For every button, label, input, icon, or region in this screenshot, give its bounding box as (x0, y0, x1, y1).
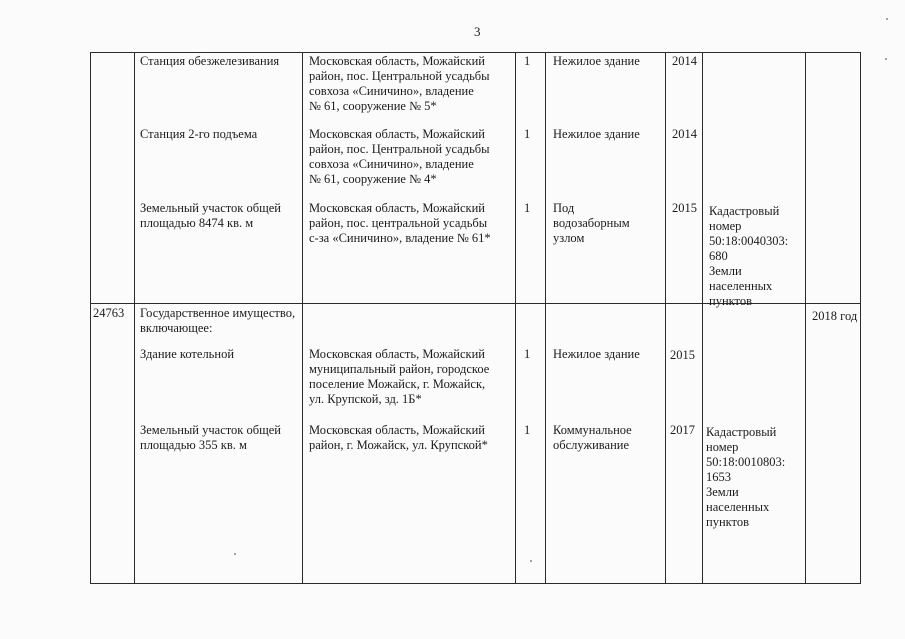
object-purpose: Нежилое здание (553, 54, 640, 68)
scan-speck (885, 58, 887, 60)
column-divider (545, 52, 546, 584)
object-year: 2015 (672, 201, 697, 215)
table-border-left (90, 52, 91, 584)
object-quantity: 1 (524, 347, 531, 361)
scan-speck (886, 18, 888, 20)
column-divider (702, 52, 703, 584)
object-quantity: 1 (524, 201, 531, 215)
object-notes: Кадастровый номер 50:18:0040303: 680 Земли населенных пунктов (709, 204, 789, 308)
scan-speck (530, 560, 532, 562)
object-address: Московская область, Можайский район, г. Можайск, ул. Крупской* (309, 423, 488, 452)
object-name: Здание котельной (140, 347, 235, 361)
column-divider (515, 52, 516, 584)
object-year: 2017 (670, 423, 695, 437)
group-id: 24763 (93, 306, 125, 320)
column-divider (665, 52, 666, 584)
table-border-top (90, 52, 860, 53)
table-border-right (860, 52, 861, 584)
object-name: Станция 2-го подъема (140, 127, 258, 141)
object-address: Московская область, Можайский муниципальный район, городское поселение Можайск, г. Можайск, ул. Крупской, зд. 1Б* (309, 347, 490, 406)
column-divider (134, 52, 135, 584)
scan-speck (234, 553, 236, 555)
object-name: Станция обезжелезивания (140, 54, 280, 68)
object-quantity: 1 (524, 423, 531, 437)
object-purpose: Нежилое здание (553, 127, 640, 141)
object-address: Московская область, Можайский район, пос. Центральной усадьбы совхоза «Синичино», владение № 61, сооружение № 5* (309, 54, 490, 113)
object-address: Московская область, Можайский район, пос. центральной усадьбы с-за «Синичино», владение № 61* (309, 201, 491, 245)
object-purpose: Под водозаборным узлом (553, 201, 630, 245)
object-year: 2015 (670, 348, 695, 362)
object-purpose: Нежилое здание (553, 347, 640, 361)
group-title: Государственное имущество, включающее: (140, 306, 296, 335)
object-name: Земельный участок общей площадью 8474 кв. м (140, 201, 281, 230)
object-year: 2014 (672, 54, 697, 68)
object-quantity: 1 (524, 54, 531, 68)
table-border-bottom (90, 583, 860, 584)
object-address: Московская область, Можайский район, пос. Центральной усадьбы совхоза «Синичино», владение № 61, сооружение № 4* (309, 127, 490, 186)
column-divider (302, 52, 303, 584)
group-deadline: 2018 год (812, 309, 858, 323)
object-year: 2014 (672, 127, 697, 141)
object-notes: Кадастровый номер 50:18:0010803: 1653 Земли населенных пунктов (706, 425, 786, 529)
object-name: Земельный участок общей площадью 355 кв. м (140, 423, 281, 452)
object-purpose: Коммунальное обслуживание (553, 423, 632, 452)
page-number: 3 (474, 24, 481, 39)
column-divider (805, 52, 806, 584)
object-quantity: 1 (524, 127, 531, 141)
